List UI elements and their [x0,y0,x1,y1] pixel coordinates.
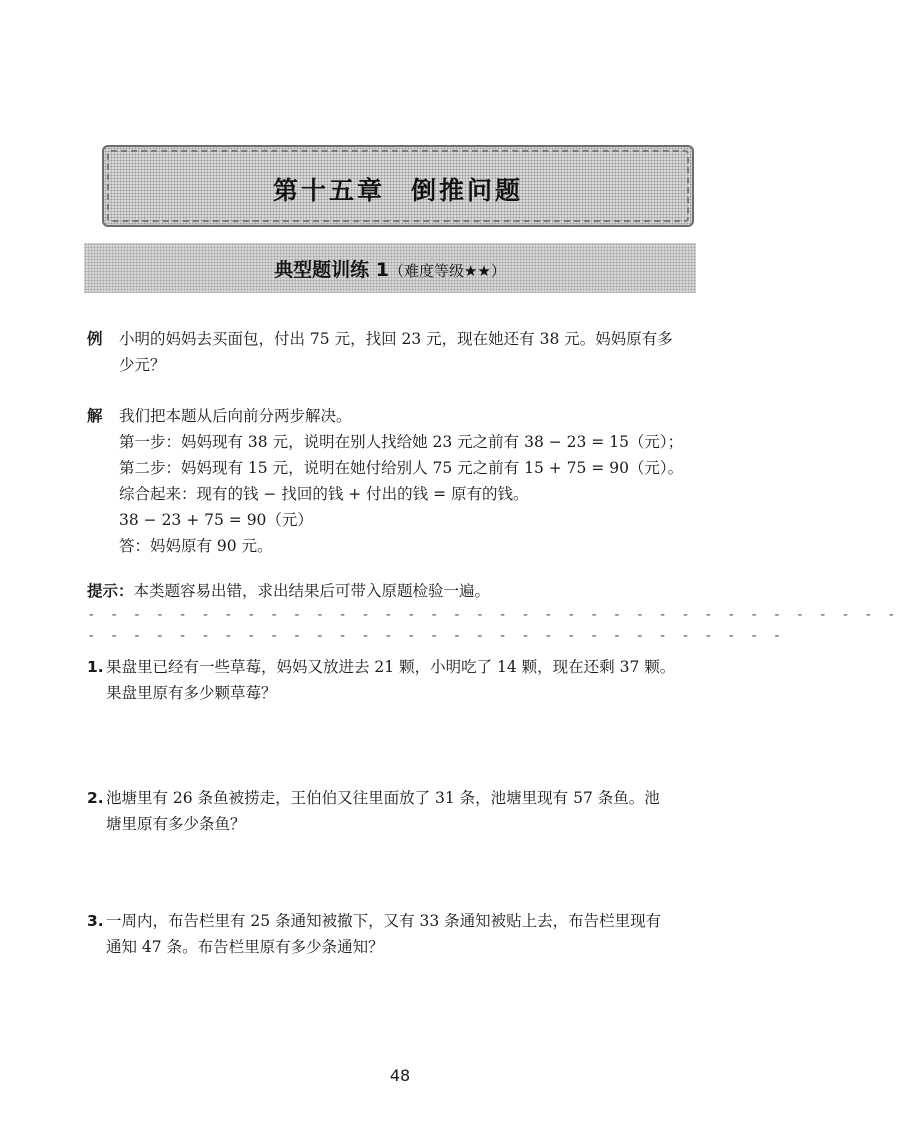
problem-number: 3. [87,912,104,930]
example-line: 少元？ [119,356,166,374]
solution-line: 38 − 23 + 75 = 90（元） [119,511,313,529]
problem-number: 1. [87,658,104,676]
tip-label: 提示： [87,582,134,600]
dashed-separator: - - - - - - - - - - - - - - - - - - - - - - - - - - - - - - - [87,628,785,644]
section-title-text: 典型题训练 1 [274,259,389,281]
solution-line: 我们把本题从后向前分两步解决。 [119,407,352,425]
difficulty-label: （难度等级★★） [388,262,506,280]
section-banner [84,243,696,293]
chapter-number: 第十五章 [272,176,385,205]
problem-line: 塘里原有多少条鱼？ [106,815,246,833]
chapter-name: 倒推问题 [411,176,524,205]
tip [87,580,490,602]
problem-line: 果盘里已经有一些草莓，妈妈又放进去 21 颗，小明吃了 14 颗，现在还剩 37 颗。 [106,658,676,676]
solution-line: 第二步：妈妈现有 15 元，说明在她付给别人 75 元之前有 15 + 75 = 90（元）。 [119,459,684,477]
tip-text: 本类题容易出错，求出结果后可带入原题检验一遍。 [133,582,491,600]
page-number: 48 [389,1066,411,1085]
example-label: 例 [87,330,103,348]
solution-label: 解 [87,407,103,425]
solution-line: 综合起来：现有的钱 − 找回的钱 + 付出的钱 = 原有的钱。 [119,485,529,503]
solution-line: 答：妈妈原有 90 元。 [119,537,273,555]
dashed-separator: - - - - - - - - - - - - - - - - - - - - - - - - - - - - - - - - - - - - [87,607,898,623]
section-title [84,255,696,282]
problem-line: 果盘里原有多少颗草莓？ [106,684,277,702]
problem-line: 一周内，布告栏里有 25 条通知被撤下，又有 33 条通知被贴上去，布告栏里现有 [106,912,662,930]
problem-line: 池塘里有 26 条鱼被捞走，王伯伯又往里面放了 31 条，池塘里现有 57 条鱼。池 [106,789,660,807]
solution-line: 第一步：妈妈现有 38 元，说明在别人找给她 23 元之前有 38 − 23 = 15（元）； [119,433,684,451]
example-line: 小明的妈妈去买面包，付出 75 元，找回 23 元，现在她还有 38 元。妈妈原有多 [119,330,673,348]
problem-number: 2. [87,789,104,807]
problem-line: 通知 47 条。布告栏里原有多少条通知？ [106,938,384,956]
chapter-banner [102,145,694,227]
chapter-title [104,171,692,207]
